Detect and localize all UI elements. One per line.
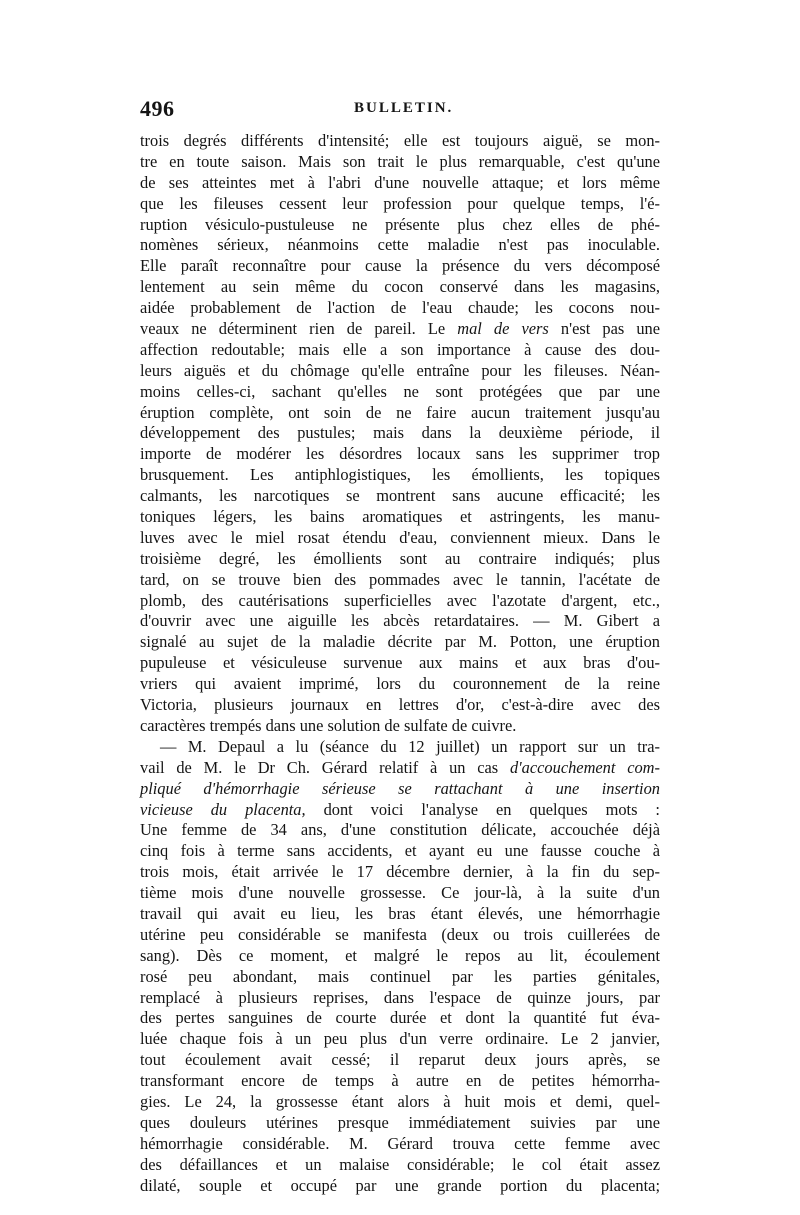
text-line	[140, 256, 660, 277]
text-line	[140, 1008, 660, 1029]
line-text: luves avec le miel rosat étendu d'eau, conviennent mieux. Dans le	[140, 527, 660, 547]
line-text: lentement au sein même du cocon conservé dans les magasins,	[140, 277, 660, 297]
line-text: moins celles-ci, sachant qu'elles ne sont protégées que par une	[140, 381, 660, 401]
text-line	[140, 1113, 660, 1134]
text-line	[140, 800, 660, 821]
text-line	[140, 737, 660, 758]
line-text: hémorrhagie considérable. M. Gérard trouva cette femme avec	[140, 1133, 660, 1153]
text-line	[140, 946, 660, 967]
text-line	[140, 716, 660, 737]
line-text: Elle paraît reconnaître pour cause la présence du vers décomposé	[140, 256, 660, 276]
text-line	[140, 904, 660, 925]
line-text: tout écoulement avait cessé; il reparut deux jours après, se	[140, 1050, 660, 1070]
line-text: nomènes sérieux, néanmoins cette maladie n'est pas inoculable.	[140, 235, 660, 255]
text-line	[140, 1029, 660, 1050]
text-line	[140, 403, 660, 424]
text-line	[140, 549, 660, 570]
line-text: veaux ne déterminent rien de pareil. Le	[140, 319, 446, 339]
text-line	[140, 235, 660, 256]
text-line	[140, 591, 660, 612]
line-text: troisième degré, les émollients sont au contraire indiqués; plus	[140, 548, 660, 568]
text-line	[140, 967, 660, 988]
line-text: travail qui avait eu lieu, les bras étant élevés, une hémorrhagie	[140, 903, 660, 923]
text-line	[140, 841, 660, 862]
text-line	[140, 1071, 660, 1092]
text-line	[140, 1176, 660, 1197]
text-line	[140, 779, 660, 800]
line-text: vriers qui avaient imprimé, lors du couronnement de la reine	[140, 674, 660, 694]
text-line	[140, 215, 660, 236]
line-text: éruption complète, ont soin de ne faire aucun traitement jusqu'au	[140, 402, 660, 422]
italic-text: vicieuse du placenta,	[140, 799, 306, 819]
page-header	[140, 96, 660, 126]
text-line	[140, 194, 660, 215]
text-line	[140, 152, 660, 173]
text-line	[140, 444, 660, 465]
text-line	[140, 319, 660, 340]
line-text: importe de modérer les désordres locaux sans les supprimer trop	[140, 444, 660, 464]
line-text: n'est pas une	[560, 319, 660, 339]
text-line	[140, 528, 660, 549]
text-line	[140, 277, 660, 298]
text-line	[140, 988, 660, 1009]
text-line	[140, 131, 660, 152]
line-text: — M. Depaul a lu (séance du 12 juillet) un rapport sur un tra-	[160, 736, 660, 756]
line-text: de ses atteintes met à l'abri d'une nouvelle attaque; et lors même	[140, 172, 660, 192]
line-text: trois mois, était arrivée le 17 décembre dernier, à la fin du sep-	[140, 862, 660, 882]
text-line	[140, 486, 660, 507]
line-text: développement des pustules; mais dans la deuxième période, il	[140, 423, 660, 443]
line-text: affection redoutable; mais elle a son importance à cause des dou-	[140, 339, 660, 359]
line-text: trois degrés différents d'intensité; elle est toujours aiguë, se mon-	[140, 131, 660, 150]
line-text: des pertes sanguines de courte durée et dont la quantité fut éva-	[140, 1008, 660, 1028]
text-line	[140, 758, 660, 779]
text-line	[140, 1155, 660, 1176]
text-line	[140, 611, 660, 632]
line-text: ques douleurs utérines presque immédiatement suivies par une	[140, 1112, 660, 1132]
running-head: BULLETIN.	[354, 100, 454, 116]
text-line	[140, 632, 660, 653]
line-text: sang). Dès ce moment, et malgré le repos au lit, écoulement	[140, 945, 660, 965]
line-text: tard, on se trouve bien des pommades avec le tannin, l'acétate de	[140, 569, 660, 589]
line-text: que les fileuses cessent leur profession pour quelque temps, l'é-	[140, 193, 660, 213]
text-line	[140, 340, 660, 361]
text-line	[140, 674, 660, 695]
line-text: caractères trempés dans une solution de sulfate de cuivre.	[140, 715, 517, 735]
text-line	[140, 570, 660, 591]
line-text: Victoria, plusieurs journaux en lettres d'or, c'est-à-dire avec des	[140, 695, 660, 715]
text-line	[140, 173, 660, 194]
text-line	[140, 1092, 660, 1113]
line-text: cinq fois à terme sans accidents, et ayant eu une fausse couche à	[140, 841, 660, 861]
text-line	[140, 883, 660, 904]
text-line	[140, 820, 660, 841]
text-line	[140, 507, 660, 528]
line-text: dilaté, souple et occupé par une grande portion du placenta;	[140, 1175, 660, 1195]
text-line	[140, 465, 660, 486]
italic-text: mal de vers	[457, 319, 549, 339]
body-text	[140, 131, 660, 1196]
line-text: plomb, des cautérisations superficielles avec l'azotate d'argent, etc.,	[140, 590, 660, 610]
line-text: signalé au sujet de la maladie décrite par M. Potton, une éruption	[140, 632, 660, 652]
line-text: utérine peu considérable se manifesta (deux ou trois cuillerées de	[140, 924, 660, 944]
text-line	[140, 298, 660, 319]
line-text: Une femme de 34 ans, d'une constitution délicate, accouchée déjà	[140, 820, 660, 840]
italic-text: pliqué d'hémorrhagie sérieuse se rattachant à une insertion	[140, 778, 660, 798]
line-text: pupuleuse et vésiculeuse survenue aux mains et aux bras d'ou-	[140, 653, 660, 673]
line-text: aidée probablement de l'action de l'eau chaude; les cocons nou-	[140, 298, 660, 318]
line-text: calmants, les narcotiques se montrent sans aucune efficacité; les	[140, 486, 660, 506]
line-text: remplacé à plusieurs reprises, dans l'espace de quinze jours, par	[140, 987, 660, 1007]
line-text: rosé peu abondant, mais continuel par les parties génitales,	[140, 966, 660, 986]
line-text: tième mois d'une nouvelle grossesse. Ce jour-là, à la suite d'un	[140, 883, 660, 903]
line-text: ruption vésiculo-pustuleuse ne présente plus chez elles de phé-	[140, 214, 660, 234]
text-line	[140, 1050, 660, 1071]
italic-text: d'accouchement com-	[509, 757, 660, 777]
line-text: vail de M. le Dr Ch. Gérard relatif à un cas	[140, 757, 499, 777]
line-text: brusquement. Les antiphlogistiques, les émollients, les topiques	[140, 465, 660, 485]
text-line	[140, 361, 660, 382]
text-line	[140, 862, 660, 883]
text-line	[140, 925, 660, 946]
page-number: 496	[140, 96, 175, 121]
line-text: toniques légers, les bains aromatiques et astringents, les manu-	[140, 507, 660, 527]
line-text: dont voici l'analyse en quelques mots :	[323, 799, 660, 819]
text-line	[140, 695, 660, 716]
text-line	[140, 1134, 660, 1155]
line-text: d'ouvrir avec une aiguille les abcès retardataires. — M. Gibert a	[140, 611, 660, 631]
line-text: leurs aiguës et du chômage qu'elle entraîne pour les fileuses. Néan-	[140, 360, 660, 380]
line-text: tre en toute saison. Mais son trait le plus remarquable, c'est qu'une	[140, 151, 660, 171]
line-text: gies. Le 24, la grossesse étant alors à huit mois et demi, quel-	[140, 1091, 660, 1111]
text-line	[140, 382, 660, 403]
text-line	[140, 653, 660, 674]
text-line	[140, 423, 660, 444]
line-text: des défaillances et un malaise considérable; le col était assez	[140, 1154, 660, 1174]
line-text: transformant encore de temps à autre en de petites hémorrha-	[140, 1071, 660, 1091]
line-text: luée chaque fois à un peu plus d'un verre ordinaire. Le 2 janvier,	[140, 1029, 660, 1049]
